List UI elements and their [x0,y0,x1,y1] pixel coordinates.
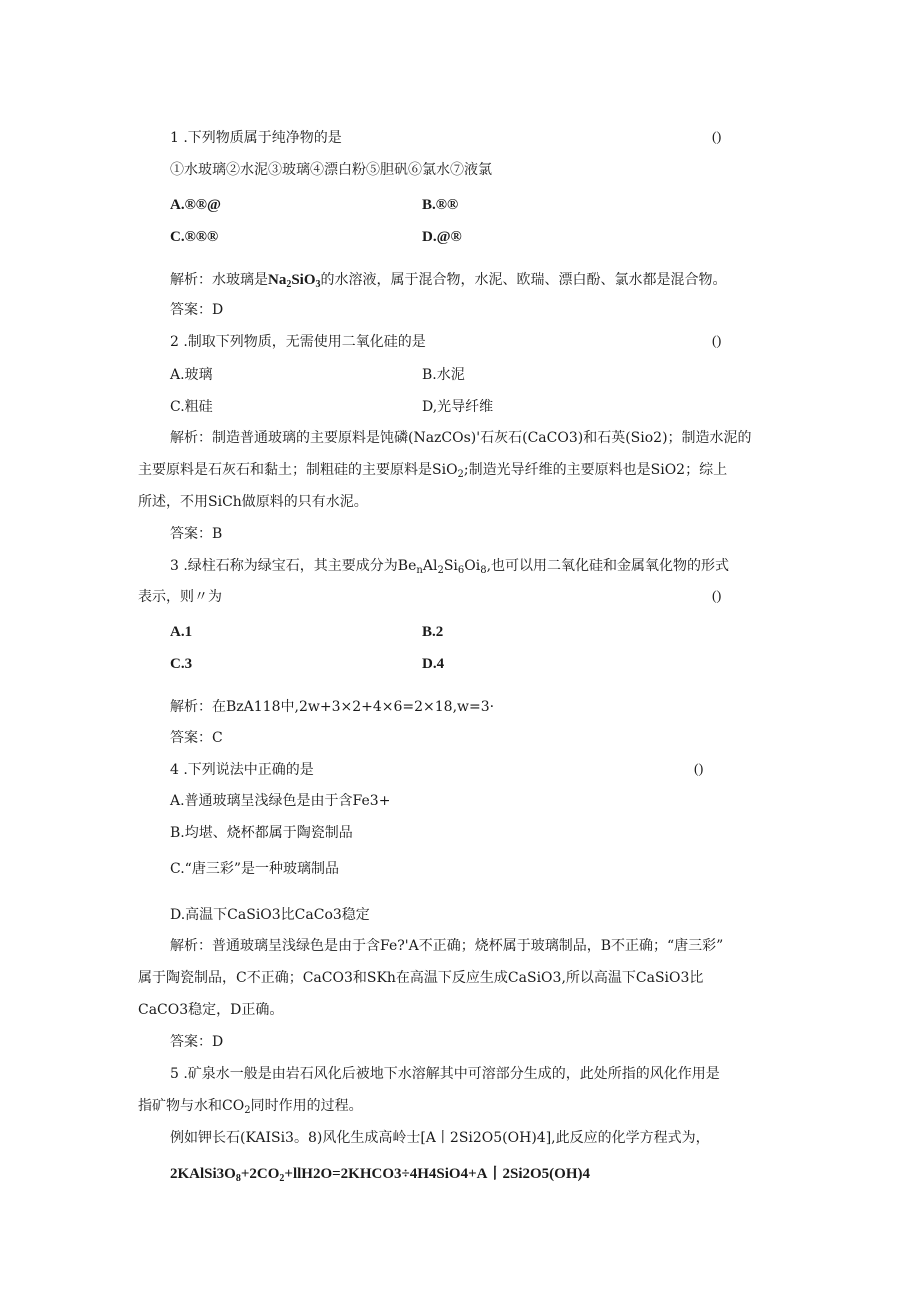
q3-answer: 答案：C [170,730,223,746]
q1-stem: 1 .下列物质属于纯净物的是 [170,130,342,146]
q2-answer-paren: () [712,334,722,349]
q2-stem: 2 .制取下列物质，无需使用二氧化硅的是 [170,334,426,350]
q1-answer: 答案：D [170,302,224,318]
q5-stem-line-3: 例如钾长石(KAISi3。8)风化生成高岭士[A丨2Si2O5(OH)4],此反应的化学方程式为， [170,1130,710,1146]
q4-option-d: D.高温下CaSiO3比CaCo3稳定 [170,907,370,923]
q3-answer-paren: () [712,589,722,604]
q4-analysis-line-1: 解析：普通玻璃呈浅绿色是由于含Fe?'A不正确；烧杯属于玻璃制品，B不正确；“唐三彩” [170,938,724,954]
q1-items: ①水玻璃②水泥③玻璃④漂白粉⑤胆矾⑥氯水⑦液氯 [170,162,492,178]
q3-analysis: 解析：在BzA118中,2w+3×2+4×6=2×18,w=3· [170,699,495,715]
q5-equation: $2KAlSi3O_8+2CO_2+llH2O=2KHCO3\div 4H4SiO4+A$丨2Si2O5(OH)4 [170,1166,590,1184]
q4-option-a: A.普通玻璃呈浅绿色是由于含Fe3+ [170,793,391,809]
q3-stem: 3 .绿柱石称为绿宝石，其主要成分为$Be_nAl_2Si_6Oi_8$,也可以用二氧化硅和金属氧化物的形式 [170,558,730,576]
q2-answer: 答案：B [170,526,223,542]
q4-analysis-line-3: CaCO3稳定，D正确。 [138,1002,284,1018]
q4-answer-paren: () [694,762,704,777]
q3-option-b: B.2 [422,624,444,640]
q1-option-d: D.@® [422,229,462,245]
q1-answer-paren: () [712,130,722,145]
q2-analysis-line-2: 主要原料是石灰石和黏土；制粗硅的主要原料是SiO$_2$;制造光导纤维的主要原料也是SiO2；综上 [138,462,728,480]
q2-option-d: D,光导纤维 [422,399,494,415]
q3-option-c: C.3 [170,656,193,672]
q1-option-a: A.®®@ [170,197,221,213]
q1-analysis: 解析：水玻璃是$Na_2SiO_3$的水溶液，属于混合物，水泥、欧瑞、漂白酚、氯水都是混合物。 [170,272,727,290]
q2-analysis-line-3: 所述，不用SiCh做原料的只有水泥。 [138,494,368,510]
q1-option-b: B.®® [422,197,459,213]
q3-option-a: A.1 [170,624,193,640]
q4-stem: 4 .下列说法中正确的是 [170,762,314,778]
q5-stem-line-2: 指矿物与水和$CO_2$同时作用的过程。 [138,1098,363,1116]
q4-answer: 答案：D [170,1034,224,1050]
q3-stem-line-2: 表示，则〃为 [138,589,222,605]
q4-option-c: C.“唐三彩”是一种玻璃制品 [170,861,339,877]
q2-analysis-line-1: 解析：制造普通玻璃的主要原料是饨磷(NazCOs)'石灰石(CaCO3)和石英(Sio2)；制造水泥的 [170,430,752,446]
q4-analysis-line-2: 属于陶瓷制品，C不正确；CaCO3和SKh在高温下反应生成CaSiO3,所以高温下CaSiO3比 [138,970,704,986]
q2-option-a: A.玻璃 [170,367,213,383]
q3-option-d: D.4 [422,656,445,672]
q4-option-b: B.均堪、烧杯都属于陶瓷制品 [170,825,353,841]
q5-stem-line-1: 5 .矿泉水一般是由岩石风化后被地下水溶解其中可溶部分生成的，此处所指的风化作用是 [170,1066,720,1082]
q2-option-c: C.粗硅 [170,399,213,415]
q1-option-c: C.®®® [170,229,219,245]
q2-option-b: B.水泥 [422,367,465,383]
